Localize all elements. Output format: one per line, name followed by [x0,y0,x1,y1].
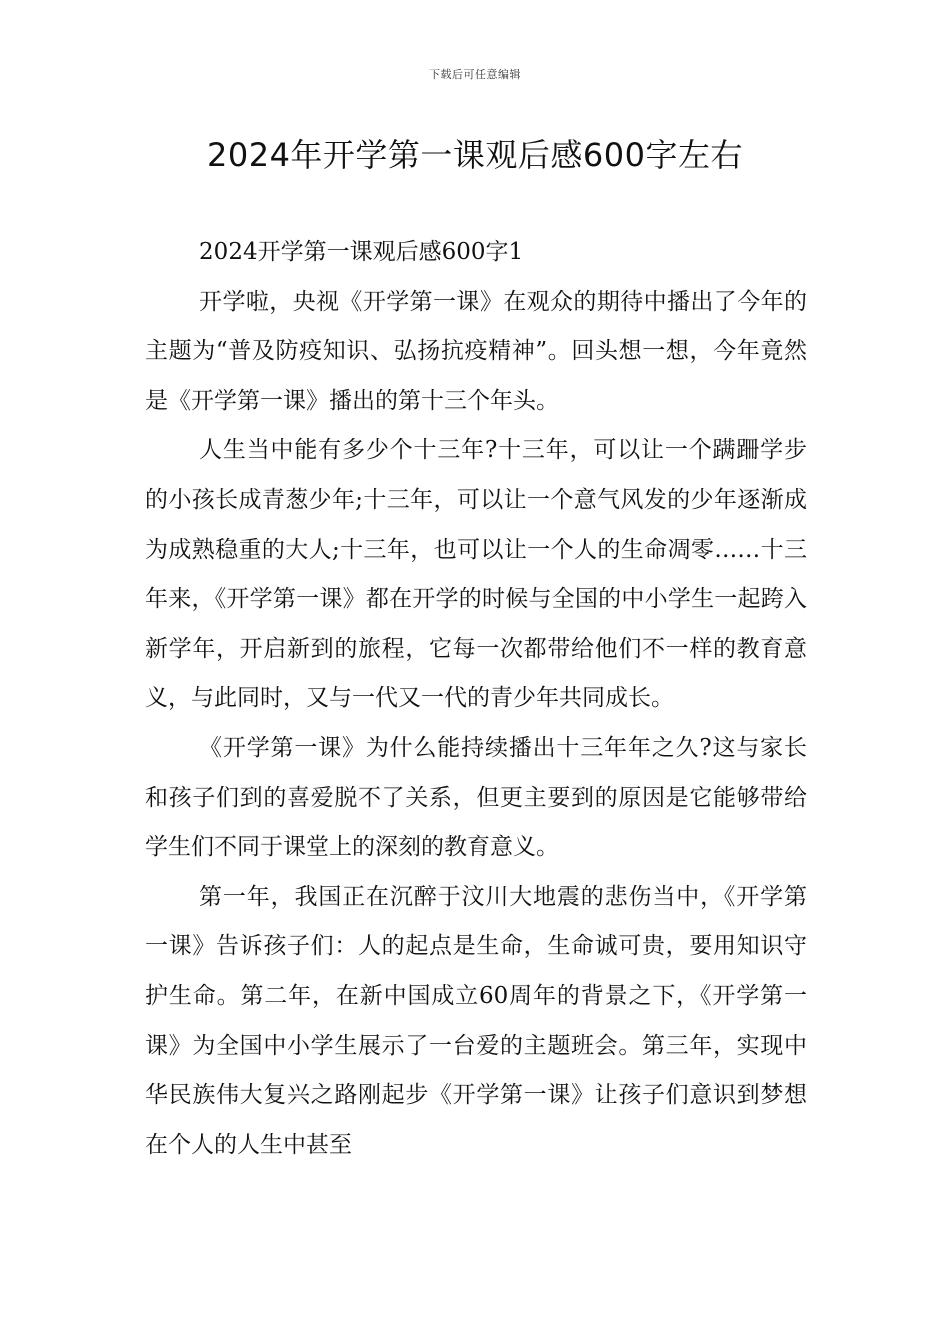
paragraph-1: 开学啦，央视《开学第一课》在观众的期待中播出了今年的主题为“普及防疫知识、弘扬抗疫精神”。回头想一想，今年竟然是《开学第一课》播出的第十三个年头。 [145,288,807,414]
paragraph-3: 《开学第一课》为什么能持续播出十三年年之久?这与家长和孩子们到的喜爱脱不了关系，但更主要到的原因是它能够带给学生们不同于课堂上的深刻的教育意义。 [145,734,807,861]
header-note: 下载后可任意编辑 [429,68,521,81]
document-body [145,228,807,1170]
document-title: 2024年开学第一课观后感600字左右 [206,136,744,174]
paragraph-4: 第一年，我国正在沉醉于汶川大地震的悲伤当中，《开学第一课》告诉孩子们：人的起点是生命，生命诚可贵，要用知识守护生命。第二年，在新中国成立60周年的背景之下，《开学第一课》为全国中小学生展示了一台爱的主题班会。第三年，实现中华民族伟大复兴之路刚起步《开学第一课》让孩子们意识到梦想在个人的人生中甚至 [145,883,807,1158]
section-subtitle: 2024开学第一课观后感600字1 [199,239,524,265]
paragraph-2: 人生当中能有多少个十三年?十三年，可以让一个蹒跚学步的小孩长成青葱少年;十三年，可以让一个意气风发的少年逐渐成为成熟稳重的大人;十三年，也可以让一个人的生命凋零……十三年来，《开学第一课》都在开学的时候与全国的中小学生一起跨入新学年，开启新到的旅程，它每一次都带给他们不一样的教育意义，与此同时，又与一代又一代的青少年共同成长。 [145,437,807,712]
